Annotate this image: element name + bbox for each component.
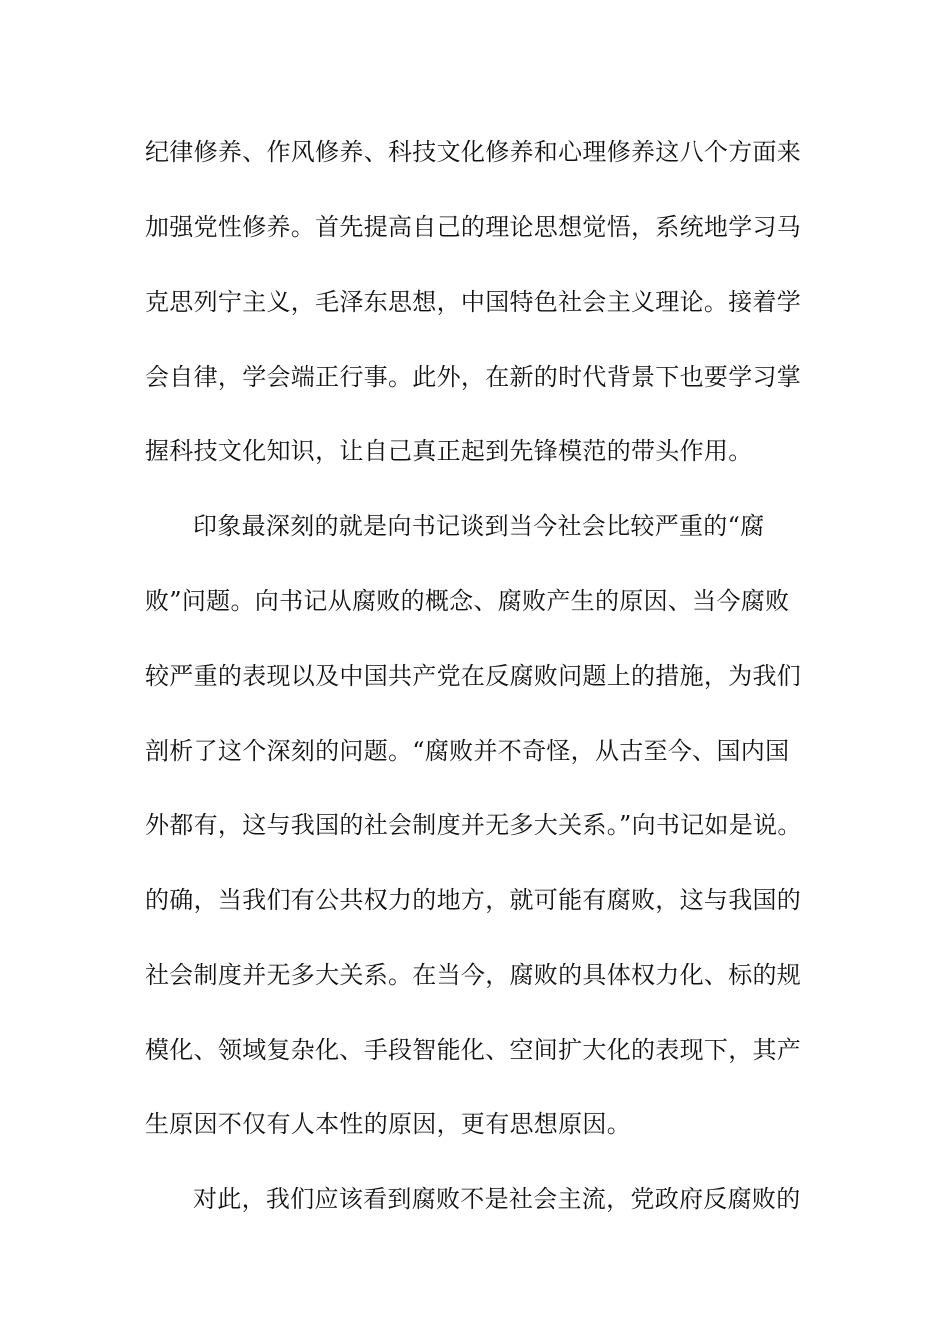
text-line: 纪律修养、作风修养、科技文化修养和心理修养这八个方面来 xyxy=(145,138,802,166)
text-line: 模化、领域复杂化、手段智能化、空间扩大化的表现下，其产 xyxy=(145,1036,802,1064)
text-line: 外都有，这与我国的社会制度并无多大关系。”向书记如是说。 xyxy=(145,811,802,839)
paragraph-first-line: 对此，我们应该看到腐败不是社会主流，党政府反腐败的 xyxy=(193,1185,801,1213)
text-line: 克思列宁主义，毛泽东思想，中国特色社会主义理论。接着学 xyxy=(145,288,802,316)
text-line: 会自律，学会端正行事。此外，在新的时代背景下也要学习掌 xyxy=(145,363,802,391)
text-line: 败”问题。向书记从腐败的概念、腐败产生的原因、当今腐败 xyxy=(145,587,790,615)
text-line: 剖析了这个深刻的问题。“腐败并不奇怪，从古至今、国内国 xyxy=(145,737,790,765)
text-line: 生原因不仅有人本性的原因，更有思想原因。 xyxy=(145,1110,631,1138)
text-line: 较严重的表现以及中国共产党在反腐败问题上的措施，为我们 xyxy=(145,662,802,690)
text-line: 的确，当我们有公共权力的地方，就可能有腐败，这与我国的 xyxy=(145,886,802,914)
text-line: 社会制度并无多大关系。在当今，腐败的具体权力化、标的规 xyxy=(145,961,802,989)
text-line: 加强党性修养。首先提高自己的理论思想觉悟，系统地学习马 xyxy=(145,213,802,241)
text-line: 握科技文化知识，让自己真正起到先锋模范的带头作用。 xyxy=(145,437,753,465)
paragraph-first-line: 印象最深刻的就是向书记谈到当今社会比较严重的“腐 xyxy=(193,512,765,540)
